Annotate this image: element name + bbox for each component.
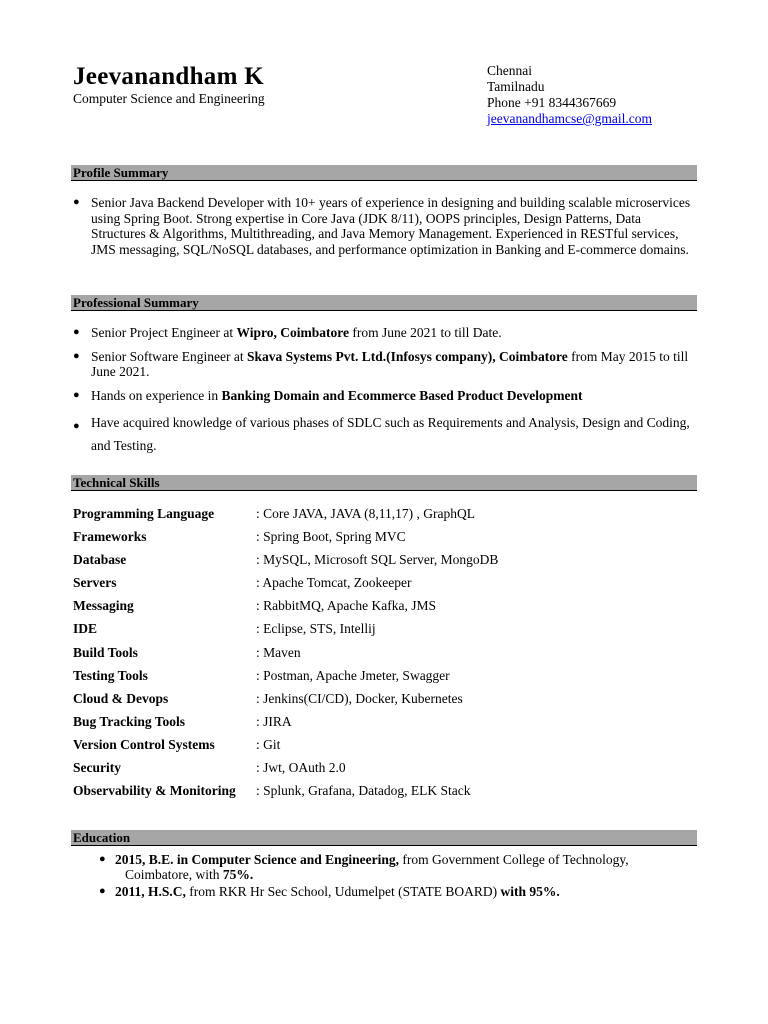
- bullet-icon: ●: [73, 420, 80, 432]
- skill-label: Observability & Monitoring: [73, 783, 236, 799]
- skill-row: [73, 596, 673, 619]
- skill-row: [73, 712, 673, 735]
- skills-table: [73, 504, 673, 804]
- skill-value: : JIRA: [256, 713, 292, 729]
- skill-label: Build Tools: [73, 644, 138, 660]
- section-header-professional-summary: Professional Summary: [71, 295, 697, 311]
- contact-block: [487, 63, 652, 127]
- skill-label: Servers: [73, 575, 117, 591]
- education-2-school: from RKR Hr Sec School, Udumelpet (STATE BOARD): [185, 884, 501, 899]
- list-item: [99, 852, 679, 882]
- skill-row: [73, 527, 673, 550]
- bullet-icon: ●: [73, 326, 80, 338]
- skill-row: [73, 735, 673, 758]
- list-item: [73, 388, 698, 404]
- skill-row: [73, 781, 673, 804]
- candidate-name: Jeevanandham K: [73, 63, 265, 90]
- skill-label: IDE: [73, 621, 98, 637]
- section-header-profile-summary: Profile Summary: [71, 165, 697, 181]
- list-item: [73, 349, 698, 380]
- skill-label: Version Control Systems: [73, 736, 215, 752]
- list-item: [73, 325, 698, 341]
- experience-2-pre: Senior Software Engineer at: [91, 348, 247, 364]
- experience-4-text: Have acquired knowledge of various phases of SDLC such as Requirements and Analysis, Design and Coding, and Testing.: [91, 415, 690, 453]
- professional-summary-list: [73, 325, 698, 457]
- skill-row: [73, 550, 673, 573]
- skill-row: [73, 689, 673, 712]
- experience-3-domain: Banking Domain and Ecommerce Based Product Development: [221, 387, 583, 403]
- education-list: [99, 852, 679, 899]
- skill-value: : MySQL, Microsoft SQL Server, MongoDB: [256, 552, 499, 568]
- skill-label: Security: [73, 760, 121, 776]
- skill-value: : Eclipse, STS, Intellij: [256, 621, 376, 637]
- bullet-icon: ●: [73, 349, 80, 362]
- bullet-icon: ●: [73, 388, 80, 401]
- skill-label: Frameworks: [73, 529, 147, 545]
- education-2-score: with 95%.: [500, 884, 560, 899]
- education-1-degree: 2015, B.E. in Computer Science and Engineering,: [115, 852, 400, 867]
- skill-label: Bug Tracking Tools: [73, 713, 186, 729]
- experience-3-pre: Hands on experience in: [91, 387, 222, 403]
- skill-label: Database: [73, 552, 127, 568]
- list-item: [73, 411, 698, 457]
- profile-summary-text: Senior Java Backend Developer with 10+ years of experience in designing and building scalable microservices using Spring Boot. Strong expertise in Core Java (JDK 8/11), OOPS principles, Design Patterns, Data Structures & Algorithms, Multithreading, and Java Memory Management. Experienced in RESTful services, JMS messaging, SQL/NoSQL databases, and performance optimization in Banking and E-commerce domains.: [91, 195, 691, 257]
- skill-row: [73, 504, 673, 527]
- skill-value: : Apache Tomcat, Zookeeper: [256, 575, 412, 591]
- contact-email-link[interactable]: jeevanandhamcse@gmail.com: [487, 111, 652, 126]
- skill-value: : Jwt, OAuth 2.0: [256, 760, 346, 776]
- skill-row: [73, 666, 673, 689]
- education-1-location: Coimbatore, with: [125, 867, 223, 882]
- skill-value: : Core JAVA, JAVA (8,11,17) , GraphQL: [256, 506, 476, 521]
- experience-1-company: Wipro, Coimbatore: [236, 325, 349, 340]
- skill-row: [73, 758, 673, 781]
- list-item: [73, 195, 698, 257]
- skill-row: [73, 619, 673, 642]
- skill-value: : Spring Boot, Spring MVC: [256, 529, 406, 545]
- candidate-subtitle: Computer Science and Engineering: [73, 91, 265, 106]
- education-1-college: from Government College of Technology,: [399, 852, 629, 867]
- section-header-technical-skills: Technical Skills: [71, 475, 697, 491]
- skill-label: Cloud & Devops: [73, 690, 169, 706]
- profile-summary-list: [73, 195, 698, 257]
- bullet-icon: ●: [99, 853, 106, 865]
- skill-value: : Jenkins(CI/CD), Docker, Kubernetes: [256, 690, 463, 706]
- contact-city: Chennai: [487, 63, 532, 78]
- skill-row: [73, 643, 673, 666]
- experience-2-post: from May 2015 to till June 2021.: [91, 348, 689, 379]
- section-header-education: Education: [71, 830, 697, 846]
- education-2-degree: 2011, H.S.C,: [115, 884, 186, 899]
- experience-2-company: Skava Systems Pvt. Ltd.(Infosys company), Coimbatore: [246, 348, 568, 364]
- skill-row: [73, 573, 673, 596]
- skill-label: Programming Language: [73, 506, 215, 521]
- skill-label: Messaging: [73, 598, 134, 614]
- skill-value: : Maven: [256, 644, 301, 660]
- bullet-icon: ●: [99, 885, 106, 897]
- experience-1-post: from June 2021 to till Date.: [348, 325, 502, 340]
- education-1-score: 75%.: [222, 867, 254, 882]
- skill-value: : Splunk, Grafana, Datadog, ELK Stack: [256, 783, 471, 799]
- contact-state: Tamilnadu: [487, 79, 545, 94]
- skill-value: : RabbitMQ, Apache Kafka, JMS: [256, 598, 436, 614]
- skill-label: Testing Tools: [73, 667, 148, 683]
- skill-value: : Git: [256, 736, 281, 752]
- contact-phone: Phone +91 8344367669: [487, 95, 617, 110]
- list-item: [99, 884, 679, 899]
- bullet-icon: ●: [73, 196, 80, 208]
- skill-value: : Postman, Apache Jmeter, Swagger: [256, 667, 450, 683]
- experience-1-pre: Senior Project Engineer at: [91, 325, 237, 340]
